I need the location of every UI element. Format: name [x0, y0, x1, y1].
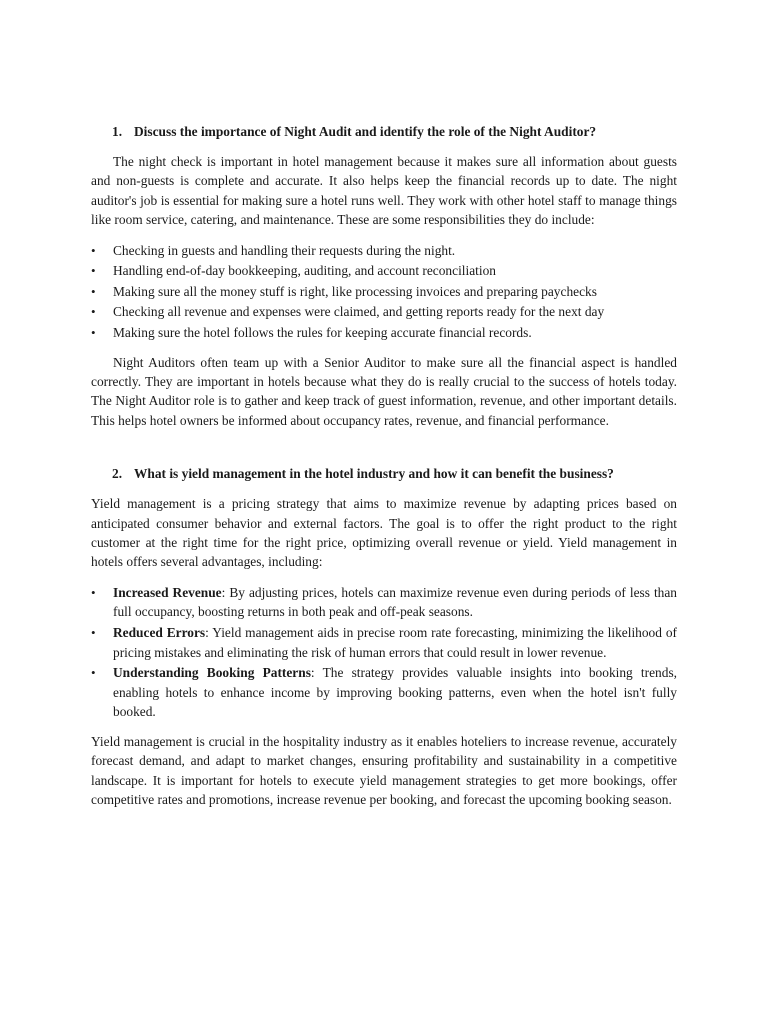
bullet-icon: • — [91, 325, 96, 340]
bullet-icon: • — [91, 304, 96, 320]
question-1-heading — [91, 122, 677, 141]
bullet-icon: • — [91, 584, 96, 600]
bullet-icon: • — [91, 665, 96, 681]
list-item: • Checking all revenue and expenses were claimed, and getting reports ready for the next day — [91, 302, 677, 322]
list-item — [91, 663, 677, 722]
section-spacer — [91, 430, 677, 464]
list-item: • Making sure the hotel follows the rules for keeping accurate financial records. — [91, 323, 677, 343]
bullet-icon: • — [91, 283, 96, 299]
list-item: • Checking in guests and handling their requests during the night. — [91, 241, 677, 261]
night-auditor-responsibilities-list — [91, 241, 677, 343]
question-1-number: 1. — [112, 124, 123, 139]
advantage-text: : The strategy provides valuable insights into booking trends, enabling hotels to enhance income by improving booking patterns, even when the hotel isn't fully booked. — [113, 665, 678, 720]
question-1-text: Discuss the importance of Night Audit and identify the role of the Night Auditor? — [134, 124, 597, 139]
section-2-intro: Yield management is a pricing strategy that aims to maximize revenue by adapting prices based on anticipated consumer behavior and external factors. The goal is to offer the right product to the right customer at the right time for the right price, optimizing overall revenue or yield. Yield management in hotels offers several advantages, including: — [91, 496, 677, 570]
advantage-term: Understanding Booking Patterns — [113, 665, 311, 681]
advantage-term: Increased Revenue — [113, 584, 222, 600]
question-2-heading — [91, 464, 677, 483]
section-1-intro: The night check is important in hotel management because it makes sure all information about guests and non-guests is complete and accurate. It also helps keep the financial records up to date. The night auditor's job is essential for making sure a hotel runs well. They work with other hotel staff to manage things like room service, catering, and maintenance. These are some responsibilities they do include: — [91, 154, 677, 228]
yield-management-advantages-list — [91, 583, 677, 722]
list-item — [91, 583, 677, 622]
section-2-closing: Yield management is crucial in the hospitality industry as it enables hoteliers to increase revenue, accurately forecast demand, and adapt to market changes, ensuring profitability and sustainability in a competitive landscape. It is important for hotels to execute yield management strategies to get more bookings, offer competitive rates and promotions, increase revenue per booking, and forecast the upcoming booking season. — [91, 734, 677, 808]
list-item: • Making sure all the money stuff is right, like processing invoices and preparing paychecks — [91, 282, 677, 302]
bullet-icon: • — [91, 242, 96, 258]
advantage-text: : Yield management aids in precise room rate forecasting, minimizing the likelihood of pricing mistakes and eliminating the risk of human errors that could result in lower revenue. — [113, 625, 677, 660]
section-1-closing: Night Auditors often team up with a Senior Auditor to make sure all the financial aspect is handled correctly. They are important in hotels because what they do is really crucial to the success of hotels today. The Night Auditor role is to gather and keep track of guest information, revenue, and other important details. This helps hotel owners be informed about occupancy rates, revenue, and financial performance. — [91, 354, 677, 428]
list-item: • Handling end-of-day bookkeeping, auditing, and account reconciliation — [91, 261, 677, 281]
question-2-number: 2. — [112, 466, 123, 482]
advantage-term: Reduced Errors — [113, 625, 206, 641]
question-2-text: What is yield management in the hotel industry and how it can benefit the business? — [134, 466, 614, 482]
advantage-text: : By adjusting prices, hotels can maximize revenue even during periods of less than full occupancy, boosting returns in both peak and off-peak seasons. — [113, 584, 678, 620]
bullet-icon: • — [91, 625, 96, 641]
bullet-icon: • — [91, 263, 96, 279]
list-item — [91, 623, 677, 662]
